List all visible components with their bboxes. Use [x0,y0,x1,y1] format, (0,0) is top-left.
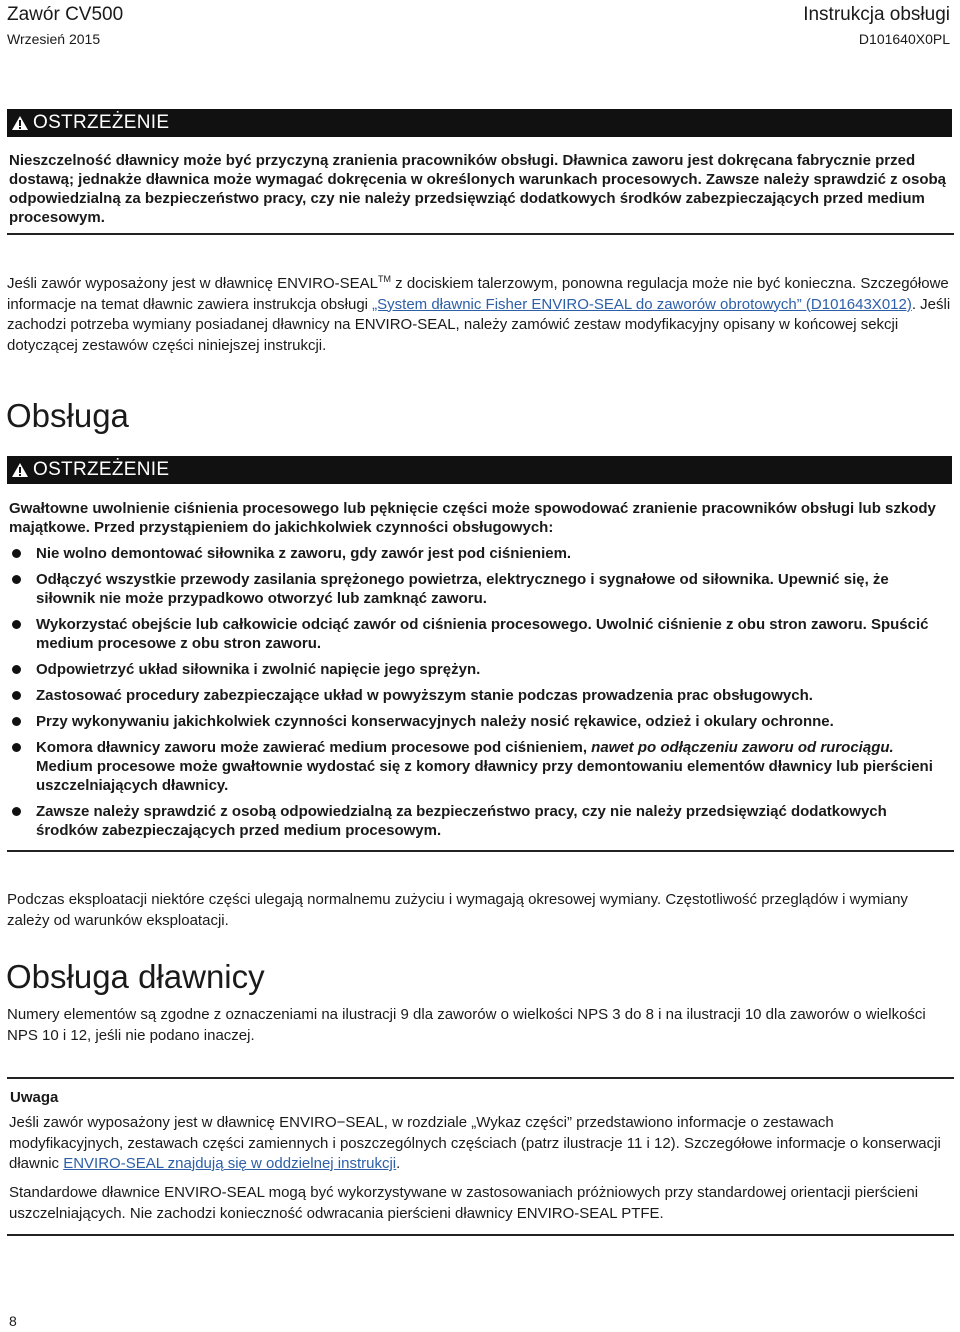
list-item: Wykorzystać obejście lub całkowicie odciąć zawór od ciśnienia procesowego. Uwolnić ciśnienie z obu stron zaworu. Spuścić medium procesowe z obu stron zaworu. [9,615,949,653]
publication-date: Wrzesień 2015 [7,31,101,47]
note-paragraph: Standardowe dławnice ENVIRO-SEAL mogą być wykorzystywane w zastosowaniach próżniowych przy standardowej orientacji pierścieni uszczelniających. Nie zachodzi konieczność odwracania pierścieni dławnicy ENVIRO-SEAL PTFE. [9,1184,919,1222]
warning-label: OSTRZEŻENIE [33,459,170,480]
note-paragraph: Jeśli zawór wyposażony jest w dławnicę ENVIRO−SEAL, w rozdziale „Wykaz części” przedstawiono informacje o zestawach modyfikacyjnych, zestawach części zamiennych i poszczególnych częściach (patrz ilustracje 11 i 12). Szczegółowe informacje o konserwacji dławnic ENVIRO-SEAL znajdują się w oddzielnej instrukcji. [9,1114,941,1172]
header-left [7,4,123,49]
enviro-seal-instruction-link[interactable]: ENVIRO-SEAL znajdują się w oddzielnej instrukcji [63,1155,397,1172]
bullet-icon [12,717,21,726]
bullet-icon [12,665,21,674]
divider [7,233,954,235]
divider [7,1077,954,1079]
warning-triangle-icon [7,456,33,484]
bullet-icon [12,691,21,700]
list-item: Zawsze należy sprawdzić z osobą odpowiedzialną za bezpieczeństwo pracy, czy nie należy przedsięwziąć dodatkowych środków zabezpieczających przed medium procesowym. [9,802,949,840]
page-number: 8 [9,1313,17,1329]
list-item: Nie wolno demontować siłownika z zaworu, gdy zawór jest pod ciśnieniem. [9,544,949,563]
list-item: Zastosować procedury zabezpieczające układ w powyższym stanie podczas prowadzenia prac obsługowych. [9,686,949,705]
warning-label: OSTRZEŻENIE [33,112,170,133]
bullet-icon [12,620,21,629]
divider [7,850,954,852]
packing-paragraph: Numery elementów są zgodne z oznaczeniami na ilustracji 9 dla zaworów o wielkości NPS 3 do 8 i na ilustracji 10 dla zaworów o wielkości NPS 10 i 12, jeśli nie podano inaczej. [7,1006,926,1044]
section-heading-maintenance: Obsługa [6,397,129,434]
warning-banner [7,456,952,484]
list-item: Przy wykonywaniu jakichkolwiek czynności konserwacyjnych należy nosić rękawice, odzież i okulary ochronne. [9,712,949,731]
warning-text: Nieszczelność dławnicy może być przyczyną zranienia pracowników obsługi. Dławnica zaworu jest dokręcana fabrycznie przed dostawą; jednakże dławnica może wymagać dokręcenia w określonych warunkach procesowych. Zawsze należy sprawdzić z osobą odpowiedzialną za bezpieczeństwo pracy, czy nie należy przedsięwziąć dodatkowych środków zabezpieczających przed medium procesowym. [9,152,946,226]
divider [7,1234,954,1236]
bullet-icon [12,743,21,752]
section-heading-packing: Obsługa dławnicy [6,958,265,995]
enviro-seal-paragraph: Jeśli zawór wyposażony jest w dławnicę ENVIRO-SEAL™ z dociskiem talerzowym, ponowna regulacja może nie być konieczna. Szczegółowe informacje na temat dławnic zawiera instrukcja obsługi „System dławnic Fisher ENVIRO-SEAL do zaworów obrotowych” (D101643X012). Jeśli zachodzi potrzeba wymiany posiadanej dławnicy na ENVIRO-SEAL, należy zamówić zestaw modyfikacyjny opisany w końcowej sekcji dotyczącej zestawów części niniejszej instrukcji. [7,274,951,354]
product-name: Zawór CV500 [7,4,124,25]
enviro-seal-manual-link[interactable]: „System dławnic Fisher ENVIRO-SEAL do zaworów obrotowych” (D101643X012) [372,295,912,313]
bullet-icon [12,549,21,558]
warning-triangle-icon [7,109,33,137]
document-number: D101640X0PL [858,31,950,47]
list-item: Odpowietrzyć układ siłownika i zwolnić napięcie jego sprężyn. [9,660,949,679]
bullet-icon [12,807,21,816]
warning-banner [7,109,952,137]
trademark-mark: TM [377,274,391,284]
document-type: Instrukcja obsługi [803,4,950,25]
list-item: Odłączyć wszystkie przewody zasilania sprężonego powietrza, elektrycznego i sygnałowe od siłownika. Upewnić się, że siłownik nie może przypadkowo otworzyć lub zamknąć zaworu. [9,570,949,608]
wear-paragraph: Podczas eksploatacji niektóre części ulegają normalnemu zużyciu i wymagają okresowej wymiany. Częstotliwość przeglądów i wymiany zależy od warunków eksploatacji. [7,891,908,929]
list-item: Komora dławnicy zaworu może zawierać medium procesowe pod ciśnieniem, nawet po odłączeniu zaworu od rurociągu. Medium procesowe może gwałtownie wydostać się z komory dławnicy przy demontowaniu elementów dławnicy lub pierścieni uszczelniających dławnicy. [9,738,949,795]
bullet-icon [12,575,21,584]
warning-intro: Gwałtowne uwolnienie ciśnienia procesowego lub pęknięcie części może spowodować zranienie pracowników obsługi lub szkody majątkowe. Przed przystąpieniem do jakichkolwiek czynności obsługowych: [9,500,936,536]
note-title: Uwaga [10,1089,59,1106]
header-right [803,4,950,49]
safety-bullet-list [9,544,949,847]
